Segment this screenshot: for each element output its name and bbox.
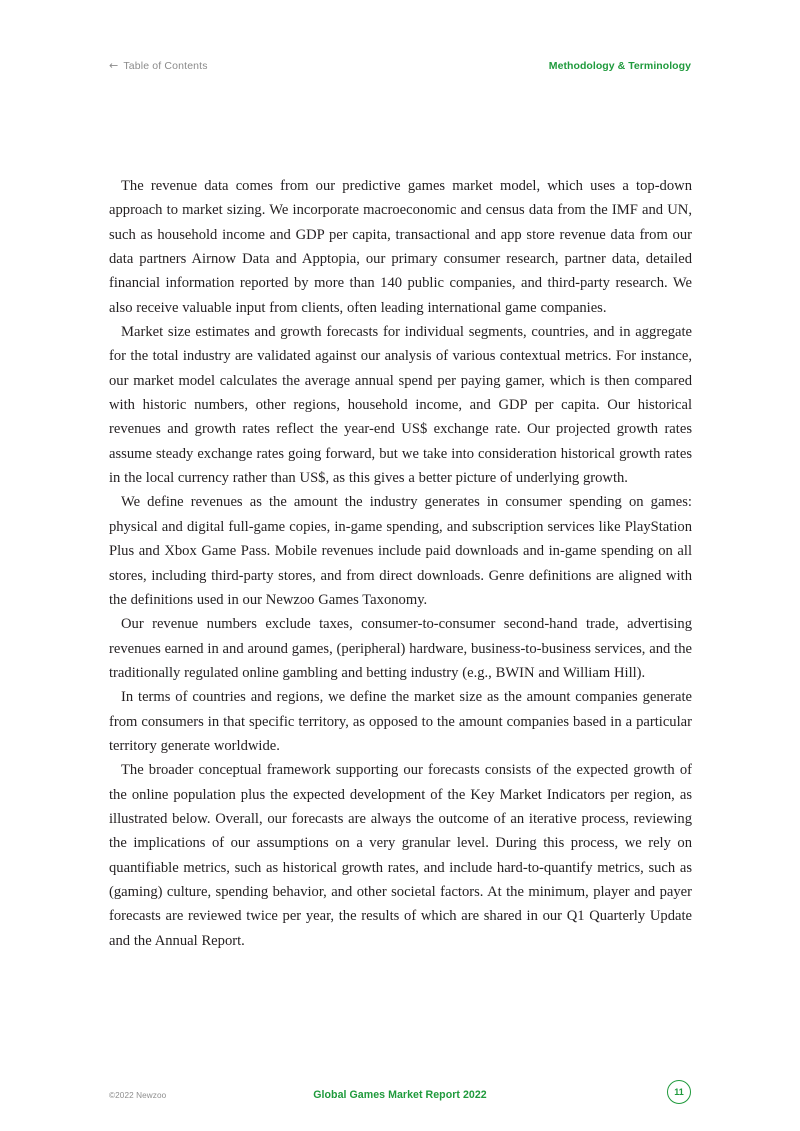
- back-to-table-of-contents-link[interactable]: [109, 60, 208, 72]
- copyright-notice: ©2022 Newzoo: [109, 1091, 167, 1100]
- page-footer: [109, 1088, 691, 1108]
- body-paragraph: We define revenues as the amount the industry generates in consumer spending on games: physical and digital full-game copies, in-game spending, and subscription services like PlayStation Plus and Xbox Game Pass. Mobile revenues include paid downloads and in-game spending on all stores, including third-party stores, and from direct downloads. Genre definitions are aligned with the definitions used in our Newzoo Games Taxonomy.: [109, 494, 692, 608]
- body-content: [109, 174, 692, 953]
- body-paragraph: The broader conceptual framework supporting our forecasts consists of the expected growth of the online population plus the expected development of the Key Market Indicators per region, as illustrated below. Overall, our forecasts are always the outcome of an iterative process, reviewing the implications of our assumptions on a very granular level. During this process, we rely on quantifiable metrics, such as historical growth rates, and include hard-to-quantify metrics, such as (gaming) culture, spending behavior, and other societal factors. At the minimum, player and payer forecasts are reviewed twice per year, the results of which are shared in our Q1 Quarterly Update and the Annual Report.: [109, 762, 692, 949]
- section-title: Methodology & Terminology: [548, 60, 691, 72]
- left-arrow-icon: ←: [109, 59, 119, 72]
- body-paragraph: The revenue data comes from our predictive games market model, which uses a top-down approach to market sizing. We incorporate macroeconomic and census data from the IMF and UN, such as household income and GDP per capita, transactional and app store revenue data from our data partners Airnow Data and Apptopia, our primary consumer research, partner data, detailed financial information reported by more than 140 public companies, and third-party research. We also receive valuable input from clients, often leading international game companies.: [109, 178, 692, 316]
- body-paragraph: In terms of countries and regions, we define the market size as the amount companies generate from consumers in that specific territory, as opposed to the amount companies based in a particular territory generate worldwide.: [109, 689, 692, 754]
- page-header: [109, 57, 691, 75]
- report-title: Global Games Market Report 2022: [313, 1089, 487, 1101]
- body-paragraph: Market size estimates and growth forecasts for individual segments, countries, and in aggregate for the total industry are validated against our analysis of various contextual metrics. For instance, our market model calculates the average annual spend per paying gamer, which is then compared with historic numbers, other regions, household income, and GDP per capita. Our historical revenues and growth rates reflect the year-end US$ exchange rate. Our projected growth rates assume steady exchange rates going forward, but we take into consideration historical growth rates in the local currency rather than US$, as this gives a better picture of underlying growth.: [109, 324, 692, 487]
- back-link-label: Table of Contents: [123, 60, 208, 72]
- body-paragraph: Our revenue numbers exclude taxes, consumer-to-consumer second-hand trade, advertising revenues earned in and around games, (peripheral) hardware, business-to-business services, and the traditionally regulated online gambling and betting industry (e.g., BWIN and William Hill).: [109, 616, 692, 681]
- page-number-badge: 11: [667, 1080, 691, 1104]
